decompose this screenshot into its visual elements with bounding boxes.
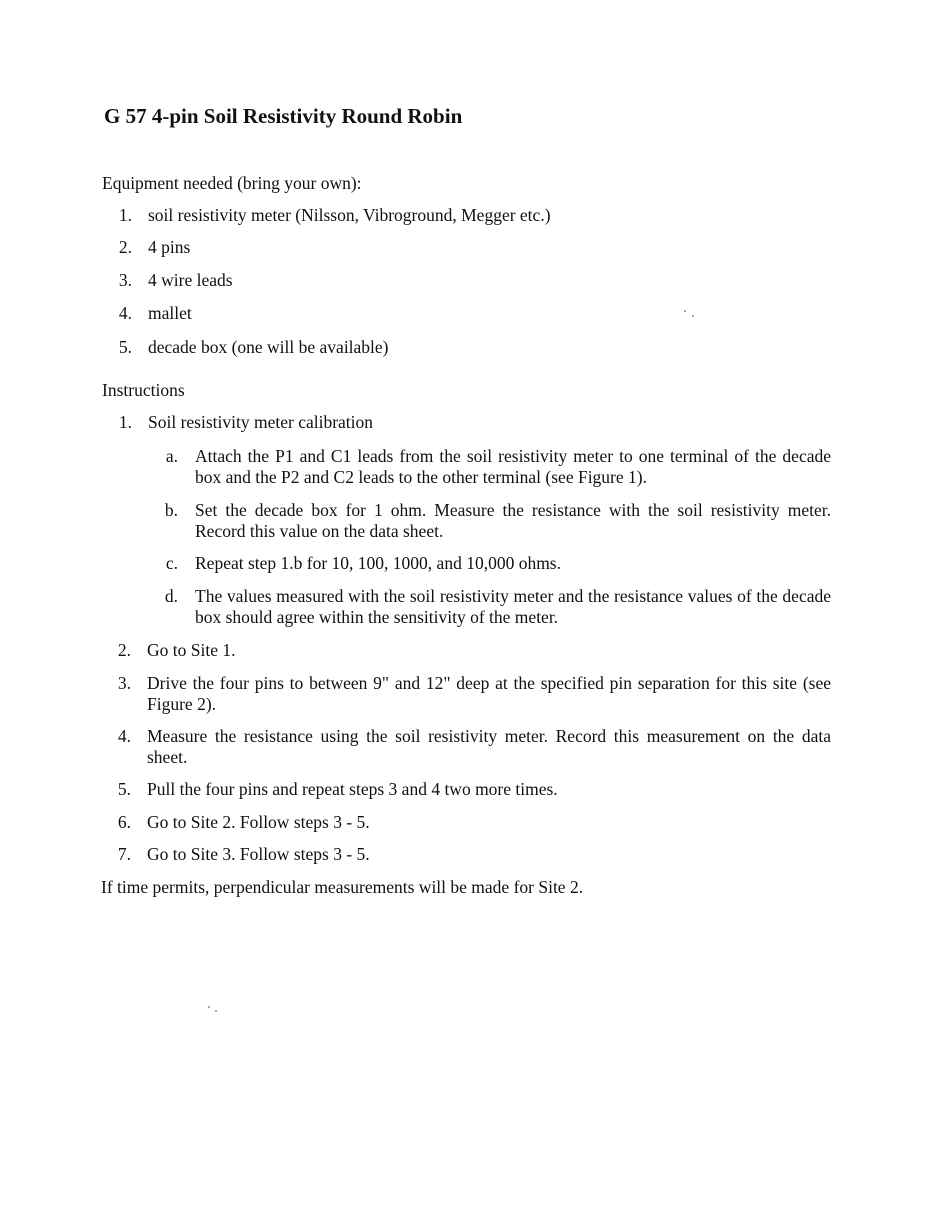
list-item-text: soil resistivity meter (Nilsson, Vibroground, Megger etc.) (148, 205, 551, 225)
sub-list-item-letter: d. (164, 586, 178, 606)
footer-note: If time permits, perpendicular measurements will be made for Site 2. (101, 877, 584, 897)
list-item-number: 3. (118, 270, 132, 290)
list-item-text: Measure the resistance using the soil resistivity meter. Record this measurement on the data sheet. (147, 726, 831, 767)
sub-list-item-letter: b. (164, 500, 178, 520)
list-item-number: 2. (118, 237, 132, 257)
list-item-number: 5. (117, 779, 131, 799)
list-item-number: 4. (117, 726, 131, 746)
list-item-text: Drive the four pins to between 9" and 12" deep at the specified pin separation for this site (see Figure 2). (147, 673, 831, 714)
list-item-text: Soil resistivity meter calibration (148, 412, 374, 432)
list-item-number: 7. (117, 844, 131, 864)
list-item-text: decade box (one will be available) (148, 337, 389, 357)
scan-speck (684, 310, 686, 312)
equipment-heading: Equipment needed (bring your own): (102, 173, 362, 193)
sub-list-item-letter: a. (165, 446, 178, 466)
list-item-text: Go to Site 1. (147, 640, 236, 660)
list-item-text: Go to Site 2. Follow steps 3 - 5. (147, 812, 370, 832)
page-title: G 57 4-pin Soil Resistivity Round Robin (104, 104, 463, 128)
list-item-number: 6. (117, 812, 131, 832)
list-item-text: 4 pins (148, 237, 191, 257)
list-item-text: Go to Site 3. Follow steps 3 - 5. (147, 844, 370, 864)
scan-speck (215, 1010, 217, 1012)
list-item-text: Pull the four pins and repeat steps 3 and 4 two more times. (147, 779, 558, 799)
list-item-number: 1. (118, 205, 132, 225)
list-item-number: 2. (117, 640, 131, 660)
list-item-number: 5. (118, 337, 132, 357)
list-item-text: 4 wire leads (148, 270, 233, 290)
sub-list-item-text: Attach the P1 and C1 leads from the soil resistivity meter to one terminal of the decade box and the P2 and C2 leads to the other terminal (see Figure 1). (195, 446, 831, 487)
sub-list-item-text: Set the decade box for 1 ohm. Measure the resistance with the soil resistivity meter. Record this value on the data sheet. (195, 500, 831, 541)
list-item-number: 1. (118, 412, 132, 432)
sub-list-item-text: Repeat step 1.b for 10, 100, 1000, and 10,000 ohms. (195, 553, 561, 573)
sub-list-item-text: The values measured with the soil resistivity meter and the resistance values of the decade box should agree within the sensitivity of the meter. (195, 586, 831, 627)
scan-speck (208, 1006, 210, 1008)
list-item-number: 3. (117, 673, 131, 693)
scan-speck (692, 315, 694, 317)
list-item-number: 4. (118, 303, 132, 323)
instructions-heading: Instructions (102, 380, 185, 400)
list-item-text: mallet (148, 303, 192, 323)
sub-list-item-letter: c. (165, 553, 178, 573)
